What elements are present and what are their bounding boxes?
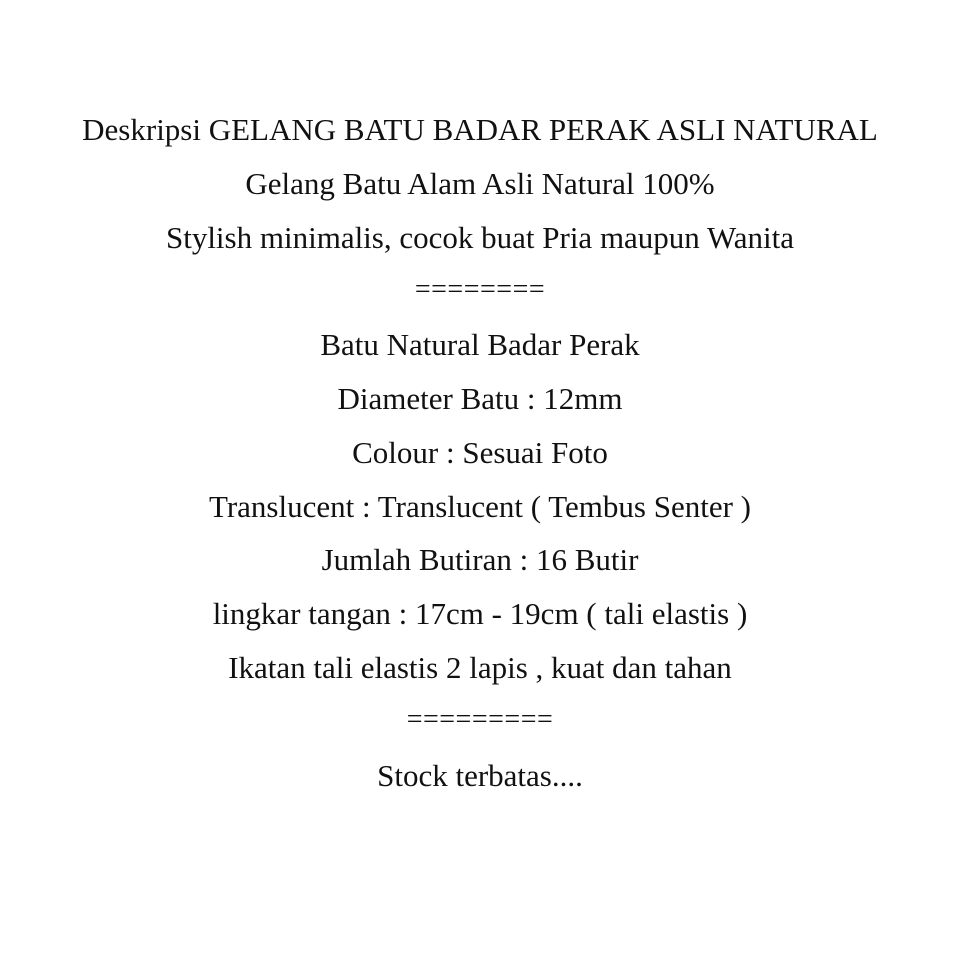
spec-colour: Colour : Sesuai Foto <box>352 435 608 470</box>
spec-wrist-size: lingkar tangan : 17cm - 19cm ( tali elastis ) <box>212 596 748 631</box>
spec-translucent: Translucent : Translucent ( Tembus Senter ) <box>208 489 751 524</box>
description-heading: Deskripsi GELANG BATU BADAR PERAK ASLI NATURAL <box>82 112 878 147</box>
description-tagline: Stylish minimalis, cocok buat Pria maupun Wanita <box>165 220 795 255</box>
separator-top: ======== <box>414 274 546 305</box>
spec-stone-type: Batu Natural Badar Perak <box>320 327 640 362</box>
description-subtitle: Gelang Batu Alam Asli Natural 100% <box>245 166 715 201</box>
separator-bottom: ========= <box>406 704 554 735</box>
spec-diameter: Diameter Batu : 12mm <box>337 381 623 416</box>
stock-note: Stock terbatas.... <box>377 758 583 793</box>
spec-elastic-cord: Ikatan tali elastis 2 lapis , kuat dan tahan <box>228 650 732 685</box>
spec-bead-count: Jumlah Butiran : 16 Butir <box>321 542 639 577</box>
